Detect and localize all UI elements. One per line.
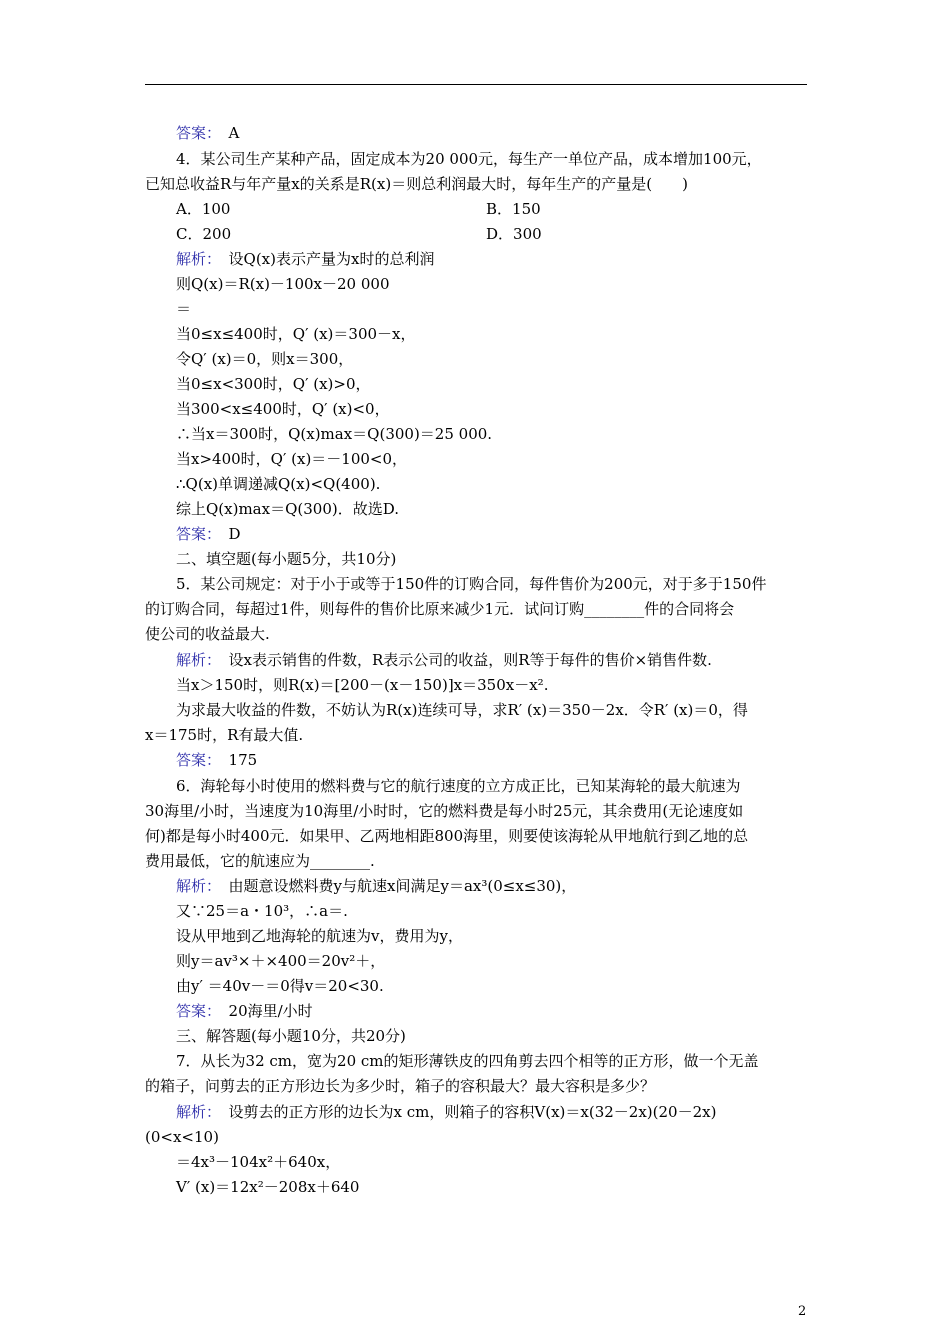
q4-option-c: C．200 (176, 225, 232, 243)
q4-step: 则Q(x)＝R(x)－100x－20 000 (176, 275, 390, 293)
q4-step: 当x>400时，Q′ (x)＝－100<0， (176, 450, 408, 468)
q7-step: V′ (x)＝12x²－208x＋640 (176, 1178, 360, 1196)
q5-step: 当x＞150时，则R(x)＝[200－(x－150)]x＝350x－x². (176, 676, 549, 694)
q4-step: ∴当x＝300时，Q(x)max＝Q(300)＝25 000. (176, 425, 493, 443)
q5-analysis-intro: 设x表示销售的件数，R表示公司的收益，则R等于每件的售价×销售件数. (228, 651, 712, 669)
page-number: 2 (798, 1304, 807, 1319)
q4-option-a: A．100 (176, 200, 231, 218)
q4-analysis-line (176, 249, 434, 269)
answer-label: 答案： (176, 525, 214, 543)
answer-label: 答案： (176, 1002, 214, 1020)
q4-answer: D (228, 525, 241, 543)
q5-answer-line (176, 750, 257, 770)
q5-analysis-line (176, 650, 712, 670)
analysis-label: 解析： (176, 1103, 214, 1121)
q6-analysis-line (176, 876, 576, 896)
q4-step: 当0≤x<300时，Q′ (x)>0， (176, 375, 371, 393)
q4-option-b: B．150 (486, 200, 541, 218)
q3-answer-line (176, 123, 239, 143)
header-rule (145, 84, 807, 85)
q7-step: ＝4x³－104x²＋640x， (176, 1153, 341, 1171)
q4-step: ∴Q(x)单调递减Q(x)<Q(400). (176, 475, 381, 493)
q3-answer: A (228, 124, 240, 142)
q6-step: 由y′ ＝40v－＝0得v＝20<30. (176, 977, 384, 995)
q7-stem-line2: 的箱子，问剪去的正方形边长为多少时，箱子的容积最大？最大容积是多少？ (145, 1077, 656, 1095)
q6-analysis-intro: 由题意设燃料费y与航速x间满足y＝ax³(0≤x≤30)， (228, 877, 577, 895)
q4-step: ＝ (176, 300, 192, 318)
q4-analysis-intro: 设Q(x)表示产量为x时的总利润 (228, 250, 435, 268)
q6-stem-line2: 30海里/小时，当速度为10海里/小时时，它的燃料费是每小时25元，其余费用(无论速度如 (145, 802, 744, 820)
q4-option-d: D．300 (486, 225, 542, 243)
q4-step: 当300<x≤400时，Q′ (x)<0， (176, 400, 390, 418)
q4-answer-line (176, 524, 241, 544)
analysis-label: 解析： (176, 877, 214, 895)
q7-analysis-line (176, 1102, 716, 1122)
q6-stem-line3: 何)都是每小时400元．如果甲、乙两地相距800海里，则要使该海轮从甲地航行到乙地的总 (145, 827, 749, 845)
q5-stem-line2: 的订购合同，每超过1件，则每件的售价比原来减少1元．试问订购________件的合同将会 (145, 600, 735, 618)
q4-stem-line1: 4．某公司生产某种产品，固定成本为20 000元，每生产一单位产品，成本增加100元， (176, 150, 762, 168)
q5-step: x＝175时，R有最大值. (145, 726, 304, 744)
q4-options-row1 (176, 199, 541, 219)
q6-answer-line (176, 1001, 313, 1021)
q7-stem-line1: 7．从长为32 cm，宽为20 cm的矩形薄铁皮的四角剪去四个相等的正方形，做一个无盖 (176, 1052, 759, 1070)
answer-label: 答案： (176, 751, 214, 769)
q6-step: 则y＝av³×＋×400＝20v²＋， (176, 952, 386, 970)
section-heading: 三、解答题(每小题10分，共20分) (176, 1027, 406, 1045)
q5-step: 为求最大收益的件数，不妨认为R(x)连续可导，求R′ (x)＝350－2x．令R′ (x)＝0，得 (176, 701, 748, 719)
q6-step: 又∵25＝a・10³，∴a＝. (176, 902, 348, 920)
answer-label: 答案： (176, 124, 214, 142)
q6-stem-line1: 6．海轮每小时使用的燃料费与它的航行速度的立方成正比，已知某海轮的最大航速为 (176, 777, 741, 795)
q4-step: 令Q′ (x)＝0，则x＝300， (176, 350, 354, 368)
q4-stem-line2: 已知总收益R与年产量x的关系是R(x)＝则总利润最大时，每年生产的产量是( ) (145, 175, 688, 193)
analysis-label: 解析： (176, 651, 214, 669)
q4-step: 当0≤x≤400时，Q′ (x)＝300－x， (176, 325, 416, 343)
q5-stem-line3: 使公司的收益最大. (145, 625, 270, 643)
q4-options-row2 (176, 224, 542, 244)
q5-answer: 175 (228, 751, 258, 769)
q5-stem-line1: 5．某公司规定：对于小于或等于150件的订购合同，每件售价为200元，对于多于150件 (176, 575, 767, 593)
q7-analysis-intro: 设剪去的正方形的边长为x cm，则箱子的容积V(x)＝x(32－2x)(20－2x) (228, 1103, 717, 1121)
q4-step: 综上Q(x)max＝Q(300)．故选D. (176, 500, 399, 518)
section-heading: 二、填空题(每小题5分，共10分) (176, 550, 397, 568)
q6-step: 设从甲地到乙地海轮的航速为v，费用为y， (176, 927, 463, 945)
analysis-label: 解析： (176, 250, 214, 268)
q6-stem-line4: 费用最低，它的航速应为________. (145, 852, 375, 870)
q6-answer: 20海里/小时 (228, 1002, 313, 1020)
q7-step: (0<x<10) (145, 1128, 219, 1146)
